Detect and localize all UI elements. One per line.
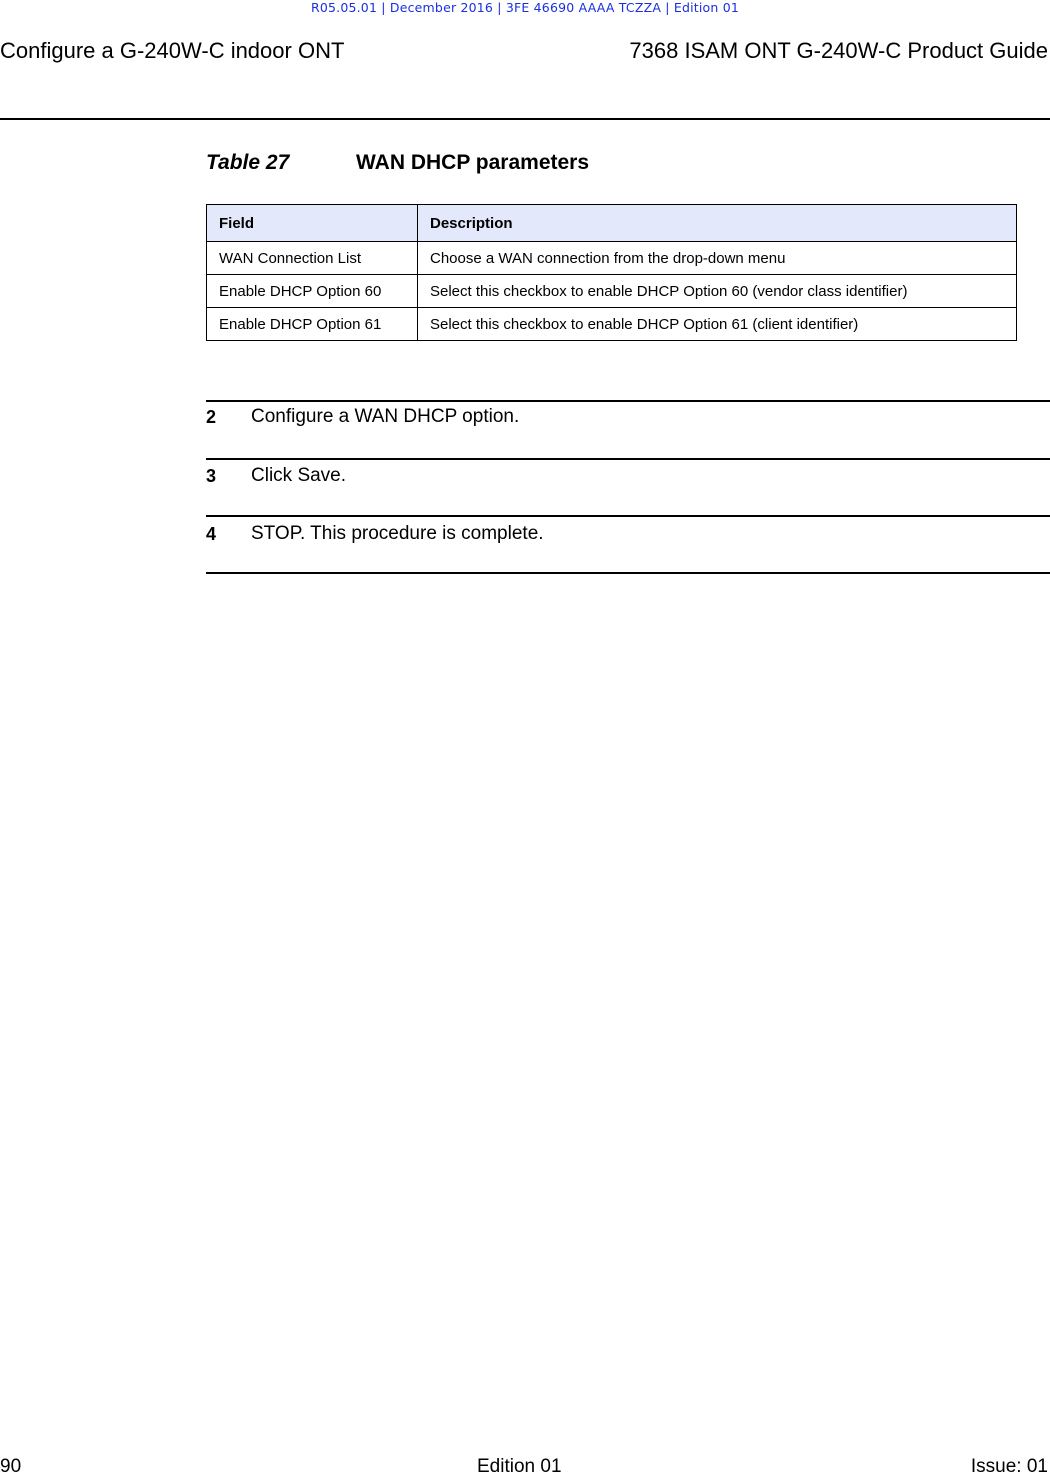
- header-chapter-title: Configure a G-240W-C indoor ONT: [0, 38, 345, 63]
- table-row: [207, 242, 1017, 275]
- column-header-field: Field: [207, 205, 418, 242]
- table-cell-field: WAN Connection List: [207, 242, 418, 275]
- step-text: Click Save.: [251, 465, 347, 486]
- table-cell-description: Select this checkbox to enable DHCP Option 61 (client identifier): [418, 308, 1017, 341]
- step-divider: [206, 572, 1050, 574]
- column-header-description: Description: [418, 205, 1017, 242]
- step-text: Configure a WAN DHCP option.: [251, 406, 520, 427]
- table-row: [207, 308, 1017, 341]
- table-cell-field: Enable DHCP Option 61: [207, 308, 418, 341]
- wan-dhcp-parameters-table: [206, 204, 1017, 341]
- step-divider: [206, 515, 1050, 517]
- step-number: 3: [206, 466, 217, 486]
- table-caption: [206, 151, 589, 175]
- table-number: Table 27: [206, 151, 290, 174]
- footer-issue: Issue: 01: [970, 1456, 1048, 1477]
- table-cell-description: Choose a WAN connection from the drop-down menu: [418, 242, 1017, 275]
- table-cell-description: Select this checkbox to enable DHCP Option 60 (vendor class identifier): [418, 275, 1017, 308]
- table-header-row: [207, 205, 1017, 242]
- edition-banner: R05.05.01 | December 2016 | 3FE 46690 AAAA TCZZA | Edition 01: [310, 0, 740, 15]
- step-divider: [206, 458, 1050, 460]
- header-guide-title: 7368 ISAM ONT G-240W-C Product Guide: [629, 38, 1048, 63]
- step-divider: [206, 400, 1050, 402]
- table-cell-field: Enable DHCP Option 60: [207, 275, 418, 308]
- step-number: 4: [206, 524, 217, 544]
- footer-page-number: 90: [0, 1456, 22, 1477]
- header-rule: [0, 118, 1050, 120]
- table-title: WAN DHCP parameters: [356, 151, 590, 174]
- footer-edition: Edition 01: [477, 1456, 562, 1477]
- table-row: [207, 275, 1017, 308]
- step-text: STOP. This procedure is complete.: [251, 523, 544, 544]
- step-number: 2: [206, 407, 217, 427]
